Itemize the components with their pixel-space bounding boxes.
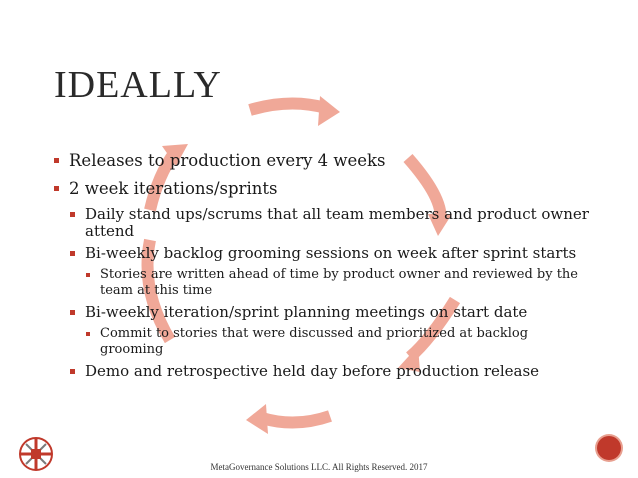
footer-copyright: MetaGovernance Solutions LLC. All Rights Reserved. 2017 (210, 462, 428, 472)
bullet-item (54, 150, 594, 172)
bullet-marker (70, 369, 75, 374)
sub-sub-bullet-item (86, 326, 594, 358)
bullet-text: Commit to stories that were discussed and prioritized at backlog grooming (100, 326, 529, 357)
bullet-text: Releases to production every 4 weeks (69, 151, 386, 170)
bullet-marker (54, 158, 59, 163)
bullet-marker (70, 251, 75, 256)
bullet-marker (86, 332, 90, 336)
bullet-text: Daily stand ups/scrums that all team members and product owner attend (85, 205, 589, 240)
page-number-badge (597, 436, 621, 460)
sub-bullet-item (70, 206, 594, 240)
bullet-text: Bi-weekly iteration/sprint planning meetings on start date (85, 303, 528, 321)
bullet-text: Demo and retrospective held day before production release (85, 362, 540, 380)
sub-bullet-item (70, 245, 594, 262)
bullet-marker (70, 212, 75, 217)
bullet-marker (54, 186, 59, 191)
bullet-text: 2 week iterations/sprints (69, 179, 278, 198)
sub-bullet-item (70, 363, 594, 380)
bullet-marker (70, 310, 75, 315)
bullet-text: Stories are written ahead of time by product owner and reviewed by the team at this time (100, 267, 578, 298)
bullet-list (54, 150, 594, 385)
sub-bullet-item (70, 304, 594, 321)
slide-title: IDEALLY (54, 64, 222, 106)
bullet-item (54, 178, 594, 200)
bullet-text: Bi-weekly backlog grooming sessions on week after sprint starts (85, 244, 577, 262)
sub-sub-bullet-item (86, 267, 594, 299)
bullet-marker (86, 273, 90, 277)
